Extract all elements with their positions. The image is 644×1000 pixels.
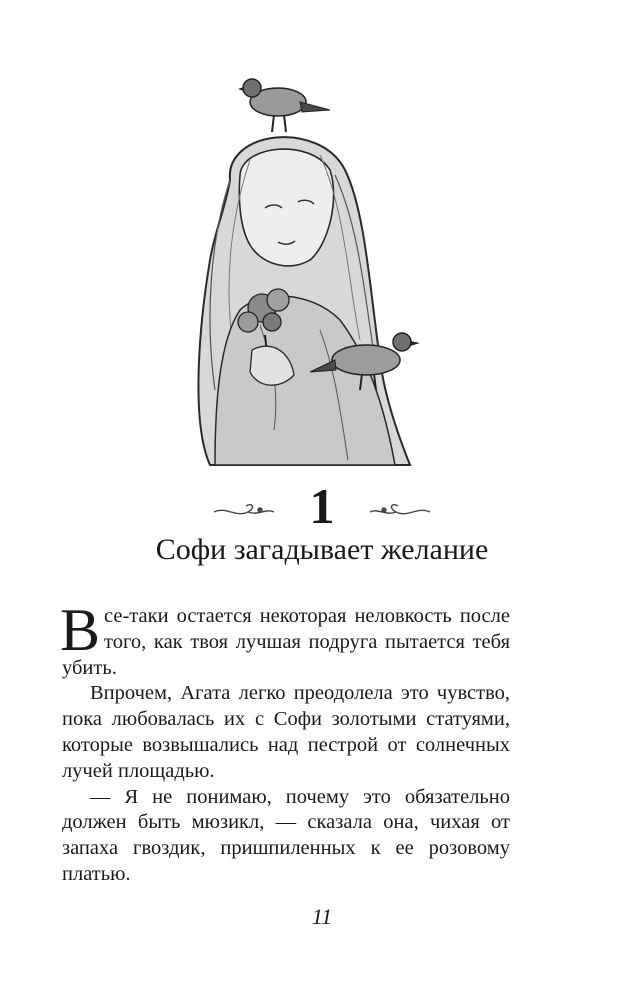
pigeon-on-head-icon (238, 79, 330, 132)
chapter-number: 1 (309, 478, 335, 534)
chapter-illustration (170, 60, 430, 470)
statue-girl (198, 137, 410, 465)
chapter-title: Софи загадывает желание (155, 533, 489, 566)
paragraph-text: се-таки остается некоторая неловкость после того, как твоя лучшая подруга пытается тебя убить. (62, 605, 510, 679)
body-text (60, 597, 510, 888)
drop-cap: В (60, 597, 101, 663)
paragraph: Впрочем, Агата легко преодолела это чувство, пока любовалась их с Софи золотыми статуями, которые возвышались над пестрой от солнечных лучей площадью. (62, 682, 510, 782)
page-number: 11 (311, 904, 333, 929)
paragraph: — Я не понимаю, почему это обязательно должен быть мюзикл, — сказала она, чихая от запаха гвоздик, пришпиленных к ее розовому платью. (62, 785, 510, 885)
paragraph (60, 597, 510, 681)
